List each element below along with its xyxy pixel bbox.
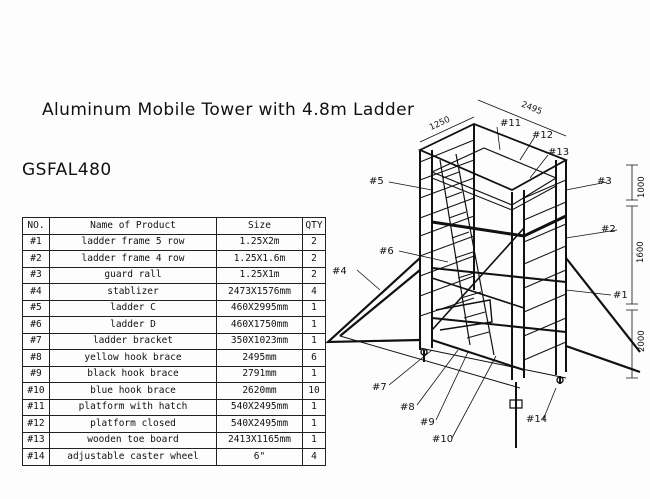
callout-11: #11 <box>500 118 522 129</box>
row-number: #5 <box>23 300 50 317</box>
row-number: #7 <box>23 333 50 350</box>
product-name: ladder frame 4 row <box>50 251 217 268</box>
product-qty: 1 <box>303 432 326 449</box>
product-name: guard rall <box>50 267 217 284</box>
callout-2: #2 <box>601 224 616 235</box>
product-size: 540X2495mm <box>217 399 303 416</box>
row-number: #1 <box>23 234 50 251</box>
callout-10: #10 <box>432 434 454 445</box>
callout-1: #1 <box>613 290 628 301</box>
product-name: platform with hatch <box>50 399 217 416</box>
product-size: 2791mm <box>217 366 303 383</box>
product-qty: 10 <box>303 383 326 400</box>
header-name: Name of Product <box>50 218 217 235</box>
row-number: #11 <box>23 399 50 416</box>
product-size: 540X2495mm <box>217 416 303 433</box>
product-size: 350X1023mm <box>217 333 303 350</box>
row-number: #10 <box>23 383 50 400</box>
frame-rungs <box>524 180 566 360</box>
product-qty: 2 <box>303 251 326 268</box>
product-name: blue hook brace <box>50 383 217 400</box>
tower-upright <box>474 124 566 375</box>
callout-4: #4 <box>332 266 347 277</box>
callout-13: #13 <box>548 147 570 158</box>
dimension-length: 2495 <box>519 99 544 118</box>
dimension-frame4-height: 1600 <box>636 241 646 263</box>
product-size: 2495mm <box>217 350 303 367</box>
callout-12: #12 <box>532 130 554 141</box>
product-qty: 6 <box>303 350 326 367</box>
callout-3: #3 <box>597 176 612 187</box>
callout-8: #8 <box>400 402 415 413</box>
product-size: 1.25X1.6m <box>217 251 303 268</box>
product-name: ladder bracket <box>50 333 217 350</box>
model-number: GSFAL480 <box>22 160 112 180</box>
product-name: wooden toe board <box>50 432 217 449</box>
header-qty: QTY <box>303 218 326 235</box>
product-size: 460X2995mm <box>217 300 303 317</box>
product-name: ladder frame 5 row <box>50 234 217 251</box>
product-size: 2620mm <box>217 383 303 400</box>
ground-line <box>340 336 566 388</box>
row-number: #8 <box>23 350 50 367</box>
product-qty: 1 <box>303 399 326 416</box>
dimension-lines <box>420 100 632 378</box>
row-number: #13 <box>23 432 50 449</box>
product-size: 2413X1165mm <box>217 432 303 449</box>
row-number: #14 <box>23 449 50 466</box>
row-number: #3 <box>23 267 50 284</box>
product-qty: 4 <box>303 284 326 301</box>
tower-upright <box>512 190 524 380</box>
product-name: black hook brace <box>50 366 217 383</box>
row-number: #9 <box>23 366 50 383</box>
product-size: 2473X1576mm <box>217 284 303 301</box>
document-title: Aluminum Mobile Tower with 4.8m Ladder <box>42 100 415 120</box>
product-name: ladder C <box>50 300 217 317</box>
header-size: Size <box>217 218 303 235</box>
dimension-frame5-height: 2000 <box>637 330 647 352</box>
tower-upright <box>420 150 432 350</box>
row-number: #12 <box>23 416 50 433</box>
product-size: 6" <box>217 449 303 466</box>
callout-7: #7 <box>372 382 387 393</box>
product-qty: 1 <box>303 300 326 317</box>
product-qty: 1 <box>303 416 326 433</box>
row-number: #2 <box>23 251 50 268</box>
product-qty: 1 <box>303 317 326 334</box>
product-name: ladder D <box>50 317 217 334</box>
product-size: 460X1750mm <box>217 317 303 334</box>
product-qty: 2 <box>303 234 326 251</box>
stabilizer-outline <box>566 258 640 372</box>
product-qty: 1 <box>303 333 326 350</box>
row-number: #4 <box>23 284 50 301</box>
ladder-bracket <box>436 300 492 330</box>
product-qty: 1 <box>303 366 326 383</box>
product-name: stablizer <box>50 284 217 301</box>
dimension-width: 1250 <box>427 114 452 133</box>
product-size: 1.25X1m <box>217 267 303 284</box>
product-name: platform closed <box>50 416 217 433</box>
row-number: #6 <box>23 317 50 334</box>
product-name: adjustable caster wheel <box>50 449 217 466</box>
callout-5: #5 <box>369 176 384 187</box>
product-name: yellow hook brace <box>50 350 217 367</box>
callout-14: #14 <box>526 414 548 425</box>
callout-9: #9 <box>420 417 435 428</box>
dimension-guard-height: 1000 <box>637 176 647 198</box>
diagonal-brace <box>432 228 524 330</box>
header-no: NO. <box>23 218 50 235</box>
leader-lines <box>357 127 617 438</box>
callout-6: #6 <box>379 246 394 257</box>
product-qty: 4 <box>303 449 326 466</box>
product-qty: 2 <box>303 267 326 284</box>
ladder-rungs <box>443 172 489 338</box>
product-size: 1.25X2m <box>217 234 303 251</box>
